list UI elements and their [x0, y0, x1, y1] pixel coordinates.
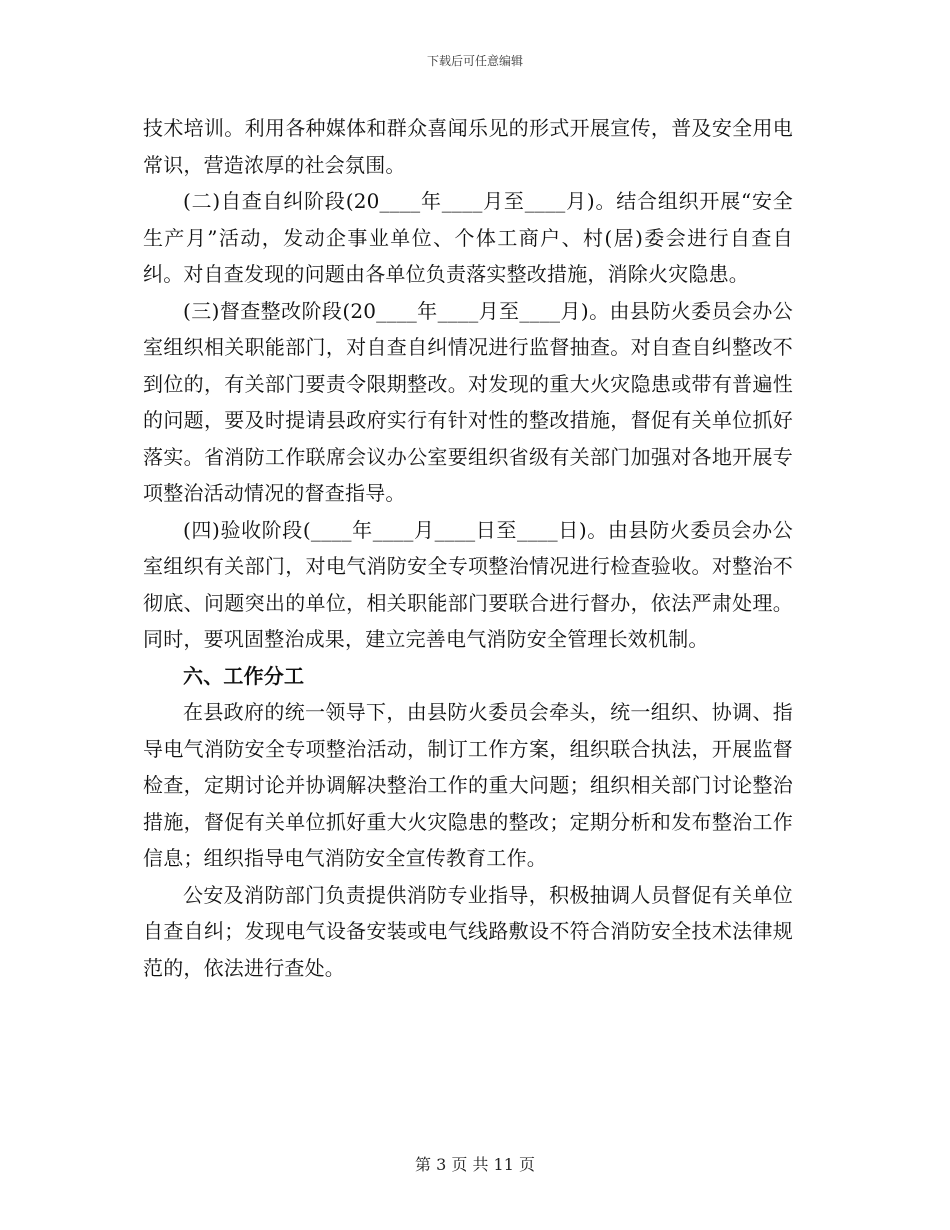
page-number: 第 3 页 共 11 页	[415, 1155, 535, 1174]
paragraph-division-2: 公安及消防部门负责提供消防专业指导，积极抽调人员督促有关单位自查自纠；发现电气设备安装或电气线路敷设不符合消防安全技术法律规范的，依法进行查处。	[143, 882, 793, 980]
paragraph-division-1: 在县政府的统一领导下，由县防火委员会牵头，统一组织、协调、指导电气消防安全专项整治活动，制订工作方案，组织联合执法，开展监督检查，定期讨论并协调解决整治工作的重大问题；组织相关部门讨论整治措施，督促有关单位抓好重大火灾隐患的整改；定期分析和发布整治工作信息；组织指导电气消防安全宣传教育工作。	[143, 700, 793, 870]
paragraph-stage-4: (四)验收阶段(____年____月____日至____日)。由县防火委员会办公室组织有关部门，对电气消防安全专项整治情况进行检查验收。对整治不彻底、问题突出的单位，相关职能部门要联合进行督办，依法严肃处理。同时，要巩固整治成果，建立完善电气消防安全管理长效机制。	[143, 517, 793, 651]
paragraph-continuation: 技术培训。利用各种媒体和群众喜闻乐见的形式开展宣传，普及安全用电常识，营造浓厚的社会氛围。	[143, 116, 793, 177]
paragraph-stage-3: (三)督查整改阶段(20____年____月至____月)。由县防火委员会办公室组织相关职能部门，对自查自纠情况进行监督抽查。对自查自纠整改不到位的，有关部门要责令限期整改。对发现的重大火灾隐患或带有普遍性的问题，要及时提请县政府实行有针对性的整改措施，督促有关单位抓好落实。省消防工作联席会议办公室要组织省级有关部门加强对各地开展专项整治活动情况的督查指导。	[143, 298, 793, 505]
section-heading: 六、工作分工	[183, 663, 305, 688]
document-body	[143, 110, 793, 986]
page-header: 下载后可任意编辑	[426, 54, 523, 68]
paragraph-stage-2: (二)自查自纠阶段(20____年____月至____月)。结合组织开展“安全生产月”活动，发动企事业单位、个体工商户、村(居)委会进行自查自纠。对自查发现的问题由各单位负责落实整改措施，消除火灾隐患。	[143, 189, 793, 286]
